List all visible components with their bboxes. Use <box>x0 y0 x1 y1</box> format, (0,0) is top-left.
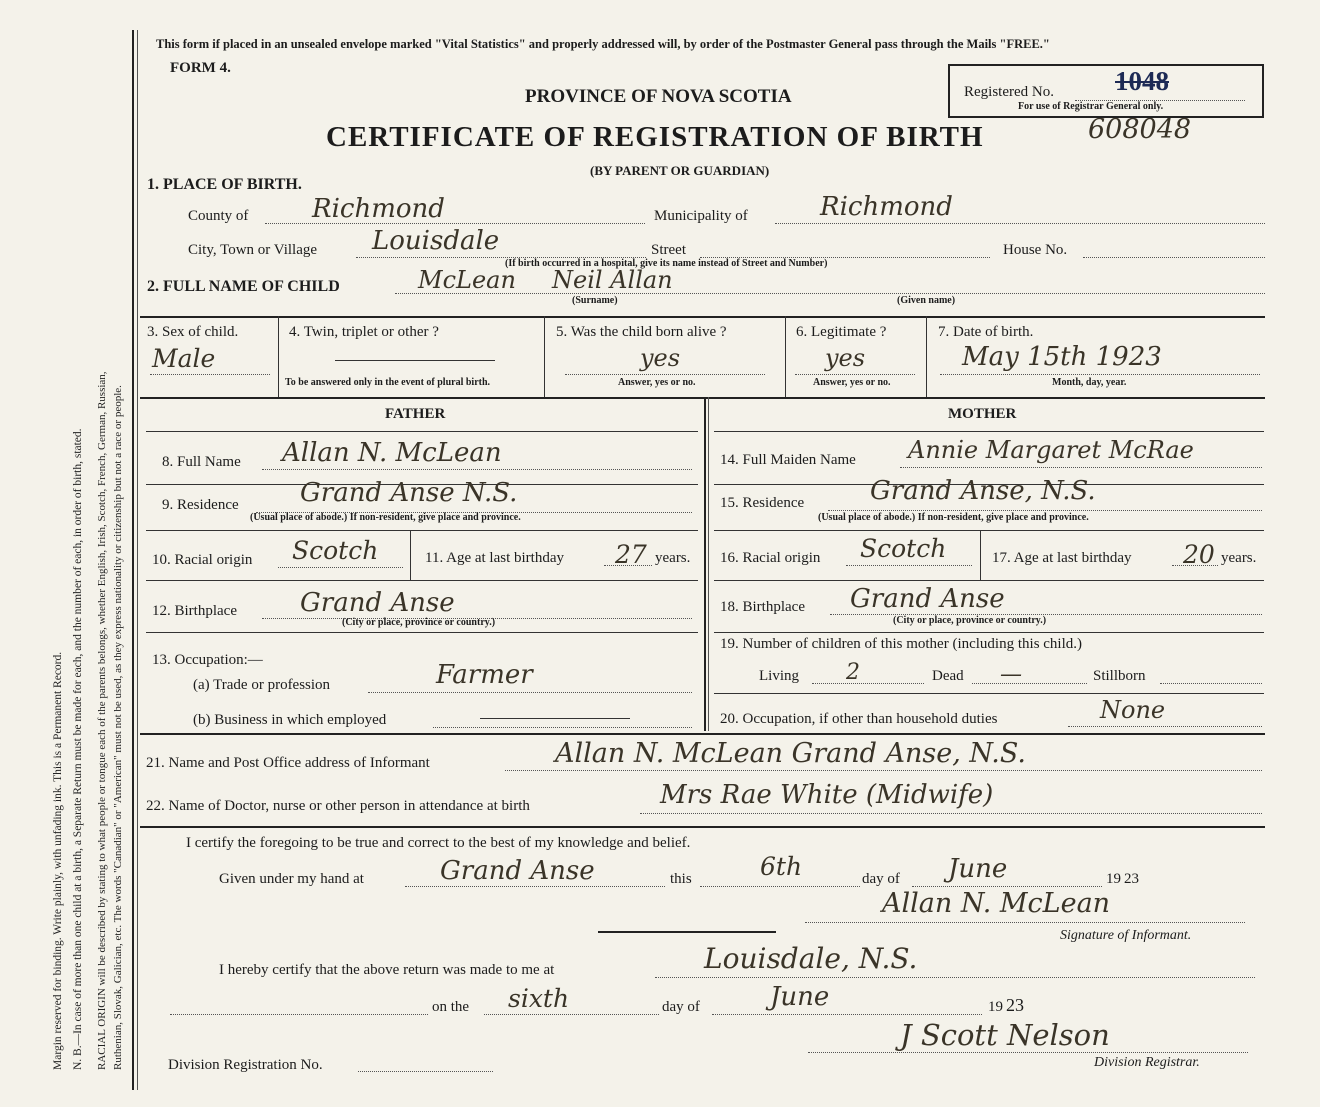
alive-label: 5. Was the child born alive ? <box>556 324 727 340</box>
sex-value: Male <box>152 344 216 373</box>
living-value: 2 <box>846 660 860 685</box>
dob-label: 7. Date of birth. <box>938 324 1034 340</box>
given-name-note: (Given name) <box>897 295 956 306</box>
occupation-label: 13. Occupation:— <box>152 652 263 668</box>
given-month: June <box>948 854 1008 884</box>
margin-rule <box>132 30 134 1090</box>
given-year: 23 <box>1124 871 1139 887</box>
mother-residence-label: 15. Residence <box>720 495 805 511</box>
county-value: Richmond <box>312 194 445 224</box>
alive-value: yes <box>640 344 681 372</box>
registrar-statement: I hereby certify that the above return was made to me at <box>219 962 555 978</box>
division-registration-label: Division Registration No. <box>168 1057 323 1073</box>
sex-label: 3. Sex of child. <box>147 324 239 340</box>
margin-rule-2 <box>137 30 138 1090</box>
city-label: City, Town or Village <box>188 242 318 258</box>
given-place: Grand Anse <box>440 856 595 886</box>
dead-value: — <box>1000 662 1022 687</box>
business-label: (b) Business in which employed <box>193 712 387 728</box>
mother-age-unit: years. <box>1221 550 1257 566</box>
margin-note-1: Margin reserved for binding. Write plainly, with unfading ink. This is a Permanent Record. <box>52 651 64 1070</box>
informant-label: 21. Name and Post Office address of Informant <box>146 755 430 771</box>
city-value: Louisdale <box>372 226 500 256</box>
father-name-label: 8. Full Name <box>162 454 241 470</box>
mother-race-label: 16. Racial origin <box>720 550 821 566</box>
father-age: 27 <box>615 540 647 569</box>
house-no-label: House No. <box>1003 242 1068 258</box>
father-race-label: 10. Racial origin <box>152 552 253 568</box>
father-name: Allan N. McLean <box>282 438 502 468</box>
given-day: 6th <box>760 852 803 881</box>
dead-label: Dead <box>932 668 964 684</box>
handwritten-number: 608048 <box>1088 114 1192 145</box>
this-label: this <box>670 871 692 887</box>
mother-birthplace-label: 18. Birthplace <box>720 599 805 615</box>
street-label: Street <box>651 242 686 258</box>
registered-note: For use of Registrar General only. <box>1018 101 1164 112</box>
mother-occupation: None <box>1100 696 1166 724</box>
father-residence-label: 9. Residence <box>162 497 239 513</box>
day-of-label: day of <box>862 871 900 887</box>
father-age-label: 11. Age at last birthday <box>425 550 564 566</box>
registrar-day-of-label: day of <box>662 999 700 1015</box>
mother-birthplace-note: (City or place, province or country.) <box>893 615 1047 626</box>
living-label: Living <box>759 668 799 684</box>
father-residence-note: (Usual place of abode.) If non-resident, give place and province. <box>250 512 521 523</box>
mother-race: Scotch <box>860 534 947 563</box>
father-age-unit: years. <box>655 550 691 566</box>
registrar-signature-label: Division Registrar. <box>1094 1055 1200 1070</box>
mail-note: This form if placed in an unsealed envelope marked "Vital Statistics" and properly addressed will, by order of the Postmaster General pass through the Mails "FREE." <box>156 37 1050 51</box>
doctor-value: Mrs Rae White (Midwife) <box>660 780 994 810</box>
municipality-label: Municipality of <box>654 208 748 224</box>
registrar-place: Louisdale, N.S. <box>704 942 918 975</box>
dob-value: May 15th 1923 <box>962 342 1162 372</box>
legitimate-value: yes <box>825 344 866 372</box>
father-heading: FATHER <box>385 406 446 422</box>
registered-label: Registered No. <box>964 84 1054 100</box>
registrar-year-prefix: 19 <box>988 999 1003 1015</box>
certificate-subtitle: (BY PARENT OR GUARDIAN) <box>590 163 770 178</box>
dob-note: Month, day, year. <box>1052 377 1127 388</box>
margin-note-3: RACIAL ORIGIN will be described by stating to what people or tongue each of the parents belongs, whether English, Irish, Scotch, French, German, Russian, <box>96 371 108 1070</box>
informant-signature-label: Signature of Informant. <box>1060 928 1192 943</box>
father-birthplace: Grand Anse <box>300 588 455 618</box>
registrar-month: June <box>770 982 830 1012</box>
given-year-prefix: 19 <box>1106 871 1121 887</box>
municipality-value: Richmond <box>820 192 953 222</box>
mother-residence: Grand Anse, N.S. <box>870 476 1096 506</box>
informant-value: Allan N. McLean Grand Anse, N.S. <box>555 738 1026 769</box>
father-residence: Grand Anse N.S. <box>300 478 518 508</box>
registrar-year: 23 <box>1006 995 1024 1015</box>
margin-note-2: N. B.—In case of more than one child at a birth, a Separate Return must be made for each, and the number of each, in order of birth, stated. <box>72 428 84 1070</box>
province-heading: PROVINCE OF NOVA SCOTIA <box>525 86 792 107</box>
margin-note-4: Ruthenian, Slovak, Galician, etc. The words "Canadian" or "American" must not be used, as they express nationality or citizenship but not a race or people. <box>112 385 124 1070</box>
mother-name-label: 14. Full Maiden Name <box>720 452 856 468</box>
father-birthplace-note: (City or place, province or country.) <box>342 617 496 628</box>
twin-label: 4. Twin, triplet or other ? <box>289 324 439 340</box>
given-label: Given under my hand at <box>219 871 364 887</box>
father-birthplace-label: 12. Birthplace <box>152 603 237 619</box>
mother-occupation-label: 20. Occupation, if other than household duties <box>720 711 998 727</box>
registrar-day: sixth <box>508 984 570 1013</box>
surname-note: (Surname) <box>572 295 618 306</box>
mother-heading: MOTHER <box>948 406 1017 422</box>
legitimate-label: 6. Legitimate ? <box>796 324 887 340</box>
twin-note: To be answered only in the event of plural birth. <box>285 377 491 388</box>
registered-value: 1048 <box>1115 66 1169 96</box>
father-race: Scotch <box>292 536 379 565</box>
doctor-label: 22. Name of Doctor, nurse or other person in attendance at birth <box>146 798 530 814</box>
registrar-signature: J Scott Nelson <box>900 1018 1110 1052</box>
children-count-label: 19. Number of children of this mother (including this child.) <box>720 636 1083 652</box>
on-the-label: on the <box>432 999 470 1015</box>
legitimate-note: Answer, yes or no. <box>813 377 891 388</box>
child-name-label: 2. FULL NAME OF CHILD <box>147 278 340 295</box>
mother-age-label: 17. Age at last birthday <box>992 550 1132 566</box>
child-given-name: Neil Allan <box>552 266 673 294</box>
mother-age: 20 <box>1183 540 1215 569</box>
child-surname: McLean <box>418 266 516 294</box>
mother-birthplace: Grand Anse <box>850 584 1005 614</box>
stillborn-label: Stillborn <box>1093 668 1146 684</box>
certificate-title: CERTIFICATE OF REGISTRATION OF BIRTH <box>326 121 984 153</box>
certify-statement: I certify the foregoing to be true and correct to the best of my knowledge and belief. <box>186 835 691 851</box>
trade-label: (a) Trade or profession <box>193 677 331 693</box>
alive-note: Answer, yes or no. <box>618 377 696 388</box>
mother-residence-note: (Usual place of abode.) If non-resident, give place and province. <box>818 512 1089 523</box>
county-label: County of <box>188 208 249 224</box>
trade-value: Farmer <box>436 660 533 690</box>
mother-name: Annie Margaret McRae <box>908 436 1194 464</box>
informant-signature: Allan N. McLean <box>882 888 1111 919</box>
place-of-birth-label: 1. PLACE OF BIRTH. <box>147 176 302 193</box>
form-number: FORM 4. <box>170 60 231 76</box>
hospital-note: (If birth occurred in a hospital, give its name instead of Street and Number) <box>505 258 828 269</box>
